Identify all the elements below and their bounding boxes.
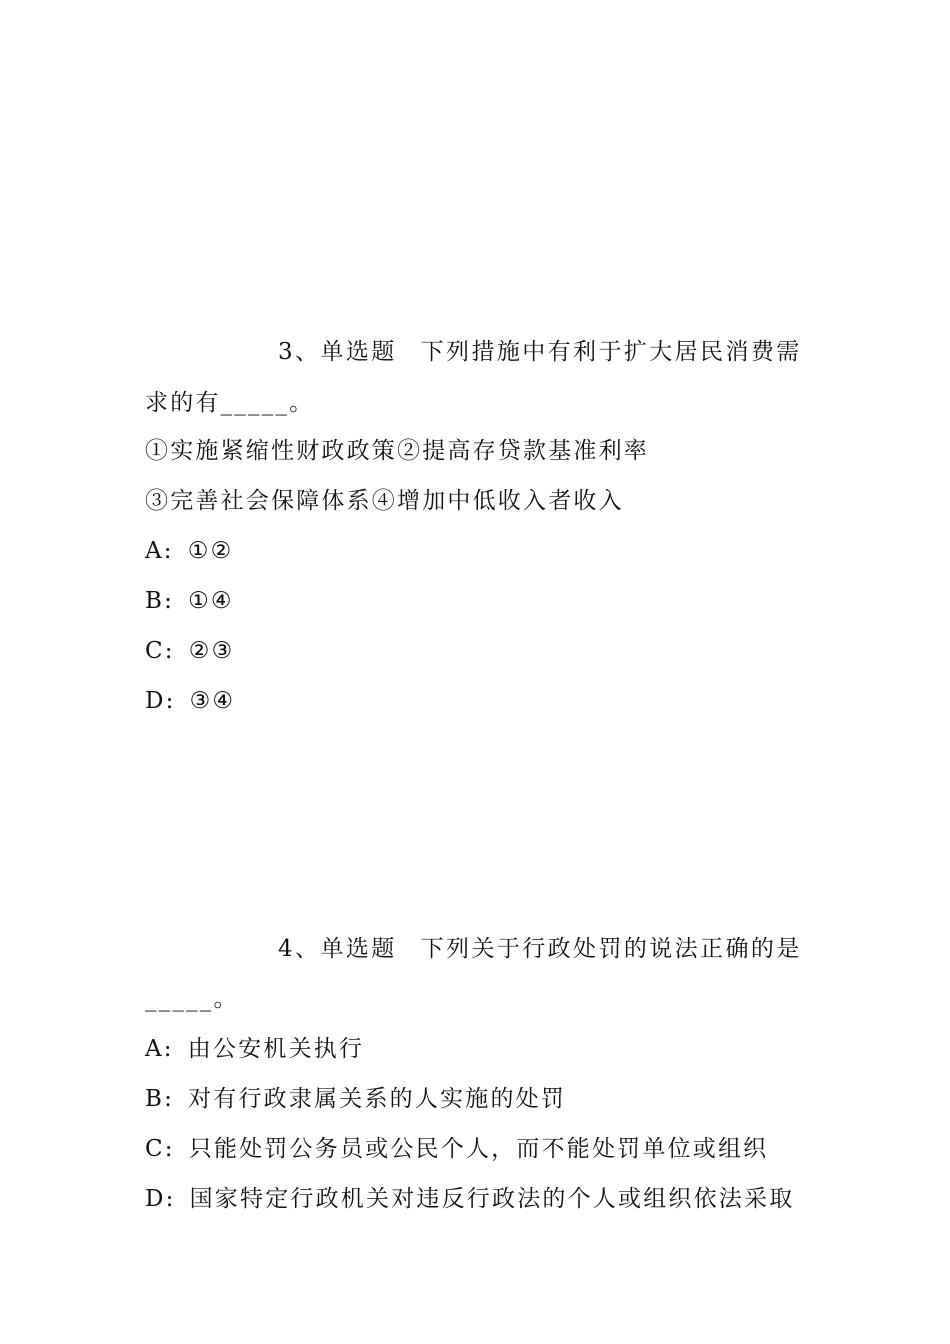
question-4-option-b [145, 1084, 825, 1114]
question-3-option-c [145, 636, 825, 666]
question-number: 4、 [278, 936, 321, 962]
option-label: A: [145, 538, 174, 564]
option-text: 由公安机关执行 [187, 1036, 365, 1062]
question-3-statement-1: ①实施紧缩性财政政策②提高存贷款基准利率 [145, 438, 649, 464]
option-label: A: [145, 1036, 174, 1062]
option-label: C: [145, 638, 175, 664]
question-4-stem-continuation: _____。 [145, 986, 239, 1012]
question-4-option-c [145, 1134, 825, 1164]
question-3-statement-2: ③完善社会保障体系④增加中低收入者收入 [145, 488, 624, 514]
question-type: 单选题 [320, 339, 397, 365]
option-label: C: [145, 1136, 175, 1162]
question-stem: 下列措施中有利于扩大居民消费需 [420, 339, 802, 365]
option-text: ②③ [188, 638, 235, 664]
question-4-header [278, 934, 818, 964]
option-text: 国家特定行政机关对违反行政法的个人或组织依法采取 [189, 1186, 795, 1212]
option-text: ③④ [189, 688, 236, 714]
question-3-stem-continuation: 求的有_____。 [145, 390, 315, 416]
question-3-header [278, 337, 818, 367]
option-label: D: [145, 1186, 176, 1212]
option-text: 对有行政隶属关系的人实施的处罚 [188, 1086, 567, 1112]
option-label: D: [145, 688, 176, 714]
question-3-option-a [145, 536, 825, 566]
option-label: B: [145, 1086, 175, 1112]
question-3-option-d [145, 686, 825, 716]
option-text: ①② [187, 538, 234, 564]
question-type: 单选题 [320, 936, 397, 962]
question-number: 3、 [278, 339, 321, 365]
option-text: ①④ [188, 588, 234, 614]
option-label: B: [145, 588, 175, 614]
question-stem: 下列关于行政处罚的说法正确的是 [420, 936, 802, 962]
question-4-option-d [145, 1184, 825, 1214]
question-3-option-b [145, 586, 825, 616]
option-text: 只能处罚公务员或公民个人，而不能处罚单位或组织 [188, 1136, 769, 1162]
question-4-option-a [145, 1034, 825, 1064]
